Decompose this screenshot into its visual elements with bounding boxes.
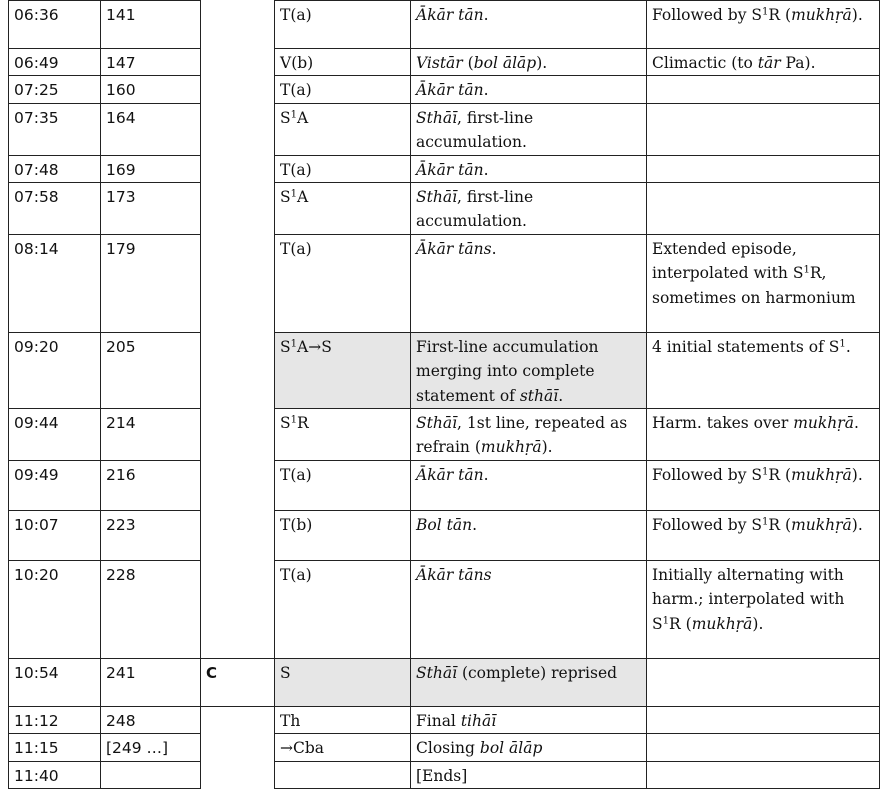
time-cell: 09:49 — [9, 460, 101, 510]
description-cell: Ākār tān. — [411, 76, 647, 103]
table-row — [9, 49, 880, 76]
section-cell — [201, 234, 275, 332]
code-cell: T(a) — [275, 560, 411, 658]
analysis-table — [8, 0, 880, 789]
table-row — [9, 1, 880, 49]
comment-cell: Followed by $S^1R$ (mukhṛā). — [647, 460, 880, 510]
description-cell: Sthāī, 1st line, repeated as refrain (mukhṛā). — [411, 409, 647, 461]
description-cell: Bol tān. — [411, 510, 647, 560]
comment-cell: Climactic (to tār Pa). — [647, 49, 880, 76]
time-cell: 07:48 — [9, 155, 101, 182]
code-cell: $S^1A\to S$ — [275, 332, 411, 408]
cycle-cell: 160 — [101, 76, 201, 103]
section-cell — [201, 155, 275, 182]
table-row — [9, 560, 880, 658]
comment-cell: Extended episode, interpolated with $S^1R$, sometimes on harmonium — [647, 234, 880, 332]
code-cell: T(b) — [275, 510, 411, 560]
cycle-cell: 179 — [101, 234, 201, 332]
section-cell — [201, 332, 275, 408]
table-row — [9, 658, 880, 706]
description-cell: Ākār tān. — [411, 1, 647, 49]
time-cell: 06:36 — [9, 1, 101, 49]
comment-cell — [647, 658, 880, 706]
table-row — [9, 510, 880, 560]
time-cell: 08:14 — [9, 234, 101, 332]
description-cell: First-line accumulation merging into complete statement of sthāī. — [411, 332, 647, 408]
section-cell — [201, 734, 275, 761]
cycle-cell: 216 — [101, 460, 201, 510]
time-cell: 09:44 — [9, 409, 101, 461]
cycle-cell: 214 — [101, 409, 201, 461]
cycle-cell: 141 — [101, 1, 201, 49]
section-cell — [201, 761, 275, 788]
table-row — [9, 234, 880, 332]
description-cell: Vistār (bol ālāp). — [411, 49, 647, 76]
comment-cell — [647, 761, 880, 788]
cycle-cell: 169 — [101, 155, 201, 182]
cycle-cell: 205 — [101, 332, 201, 408]
table-body — [9, 1, 880, 789]
cycle-cell — [101, 761, 201, 788]
description-cell: Closing bol ālāp — [411, 734, 647, 761]
table-row — [9, 183, 880, 235]
cycle-cell: 173 — [101, 183, 201, 235]
section-cell — [201, 183, 275, 235]
cycle-cell: [249 …] — [101, 734, 201, 761]
code-cell: V(b) — [275, 49, 411, 76]
time-cell: 11:40 — [9, 761, 101, 788]
comment-cell — [647, 183, 880, 235]
table-row — [9, 332, 880, 408]
description-cell: Sthāī, first-line accumulation. — [411, 183, 647, 235]
time-cell: 06:49 — [9, 49, 101, 76]
time-cell: 07:25 — [9, 76, 101, 103]
section-cell — [201, 510, 275, 560]
code-cell: T(a) — [275, 155, 411, 182]
time-cell: 10:20 — [9, 560, 101, 658]
code-cell — [275, 761, 411, 788]
comment-cell — [647, 76, 880, 103]
code-cell: T(a) — [275, 1, 411, 49]
time-cell: 07:58 — [9, 183, 101, 235]
comment-cell — [647, 103, 880, 155]
code-cell: Th — [275, 706, 411, 733]
description-cell: Ākār tān. — [411, 460, 647, 510]
comment-cell: 4 initial statements of $S^1$. — [647, 332, 880, 408]
time-cell: 09:20 — [9, 332, 101, 408]
table-row — [9, 761, 880, 788]
code-cell: T(a) — [275, 234, 411, 332]
section-cell: C — [201, 658, 275, 706]
description-cell: Sthāī, first-line accumulation. — [411, 103, 647, 155]
cycle-cell: 223 — [101, 510, 201, 560]
section-cell — [201, 409, 275, 461]
comment-cell: Followed by $S^1R$ (mukhṛā). — [647, 510, 880, 560]
section-cell — [201, 560, 275, 658]
time-cell: 11:15 — [9, 734, 101, 761]
code-cell: S — [275, 658, 411, 706]
section-cell — [201, 76, 275, 103]
cycle-cell: 248 — [101, 706, 201, 733]
table-row — [9, 103, 880, 155]
cycle-cell: 241 — [101, 658, 201, 706]
table-row — [9, 76, 880, 103]
time-cell: 10:07 — [9, 510, 101, 560]
time-cell: 10:54 — [9, 658, 101, 706]
code-cell: $S^1A$ — [275, 103, 411, 155]
code-cell: $S^1A$ — [275, 183, 411, 235]
code-cell: $S^1R$ — [275, 409, 411, 461]
table-row — [9, 734, 880, 761]
description-cell: [Ends] — [411, 761, 647, 788]
time-cell: 07:35 — [9, 103, 101, 155]
cycle-cell: 228 — [101, 560, 201, 658]
cycle-cell: 147 — [101, 49, 201, 76]
time-cell: 11:12 — [9, 706, 101, 733]
comment-cell: Harm. takes over mukhṛā. — [647, 409, 880, 461]
code-cell: T(a) — [275, 460, 411, 510]
description-cell: Ākār tān. — [411, 155, 647, 182]
description-cell: Ākār tāns. — [411, 234, 647, 332]
section-cell — [201, 103, 275, 155]
table-row — [9, 409, 880, 461]
code-cell: →Cba — [275, 734, 411, 761]
comment-cell: Initially alternating with harm.; interpolated with $S^1R$ (mukhṛā). — [647, 560, 880, 658]
section-cell — [201, 706, 275, 733]
comment-cell — [647, 706, 880, 733]
table-row — [9, 706, 880, 733]
comment-cell — [647, 734, 880, 761]
description-cell: Final tihāī — [411, 706, 647, 733]
comment-cell: Followed by $S^1R$ (mukhṛā). — [647, 1, 880, 49]
cycle-cell: 164 — [101, 103, 201, 155]
section-cell — [201, 1, 275, 49]
description-cell: Sthāī (complete) reprised — [411, 658, 647, 706]
section-cell — [201, 460, 275, 510]
description-cell: Ākār tāns — [411, 560, 647, 658]
section-cell — [201, 49, 275, 76]
code-cell: T(a) — [275, 76, 411, 103]
table-row — [9, 460, 880, 510]
table-row — [9, 155, 880, 182]
comment-cell — [647, 155, 880, 182]
